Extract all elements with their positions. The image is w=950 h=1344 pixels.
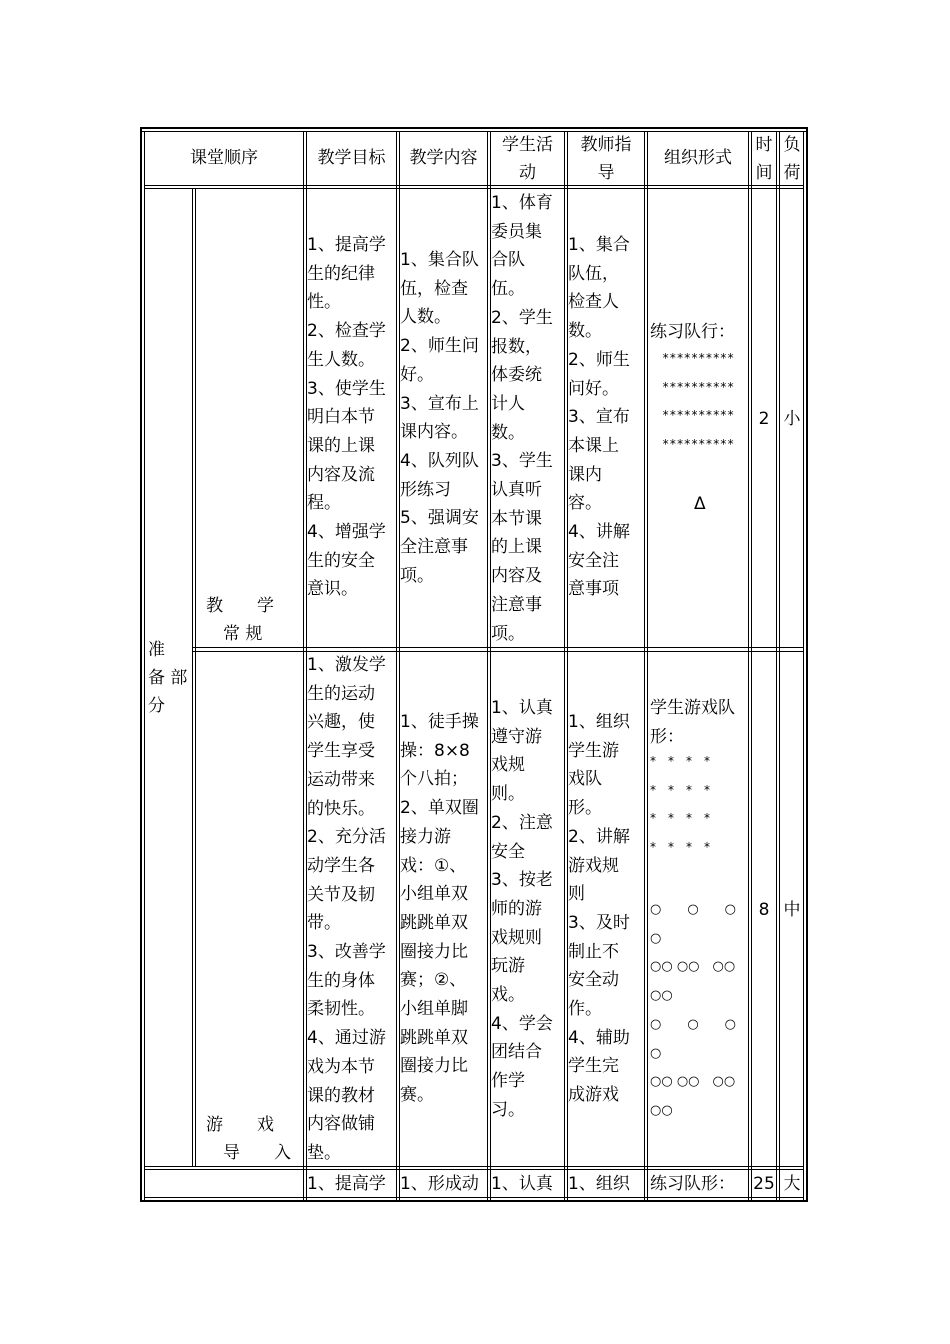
row2-form-title: 学生游戏队 形：	[650, 698, 735, 747]
table-border	[192, 651, 804, 652]
table-border	[803, 131, 804, 1200]
table-border	[140, 131, 808, 132]
header-form: 组织形式	[664, 148, 732, 168]
table-border	[806, 127, 808, 1202]
row3-content: 1、形成动	[400, 1174, 479, 1194]
row1-form-stars: ********** ********** ********** **********	[662, 351, 735, 452]
table-border	[144, 188, 804, 189]
header-student: 学生活 动	[502, 135, 553, 183]
row1-load: 小	[783, 409, 801, 429]
row1-student-activity: 1、体育 委员集 合队 伍。 2、学生 报数， 体委统 计人 数。 3、学生 认真听 本节课 的上课 内容及 注意事 项。	[491, 193, 553, 644]
table-border	[779, 131, 780, 1200]
row3-form: 练习队形：	[650, 1174, 735, 1194]
row2-goal: 1、激发学 生的运动 兴趣，使 学生享受 运动带来 的快乐。 2、充分活 动学生各 关节及韧 带。 3、改善学 生的身体 柔韧性。 4、通过游 戏为本节 课的教材 内容做铺 垫。	[307, 655, 386, 1163]
row2-teacher-guidance: 1、组织 学生游 戏队 形。 2、讲解 游戏规 则 3、及时 制止不 安全动 作。 4、辅助 学生完 成游戏	[568, 712, 630, 1106]
row1-form-mark: Δ	[694, 494, 706, 514]
row1-time: 2	[758, 409, 770, 429]
row2-time: 8	[758, 900, 770, 920]
table-border	[748, 131, 749, 1200]
header-goal: 教学目标	[317, 148, 386, 168]
row1-teacher-guidance: 1、集合 队伍， 检查人 数。 2、师生 问好。 3、宣布 本课上 课内 容。 4、讲解 安全注 意事项	[568, 235, 630, 600]
row1-goal: 1、提高学 生的纪律 性。 2、检查学 生人数。 3、使学生 明白本节 课的上课 内容及流 程。 4、增强学 生的安全 意识。	[307, 235, 386, 600]
header-time: 时 间	[755, 135, 773, 183]
table-border	[140, 1200, 808, 1202]
row3-goal: 1、提高学	[307, 1174, 386, 1194]
table-border	[192, 188, 193, 1167]
table-border	[144, 131, 145, 1200]
row2-form-stars: * * * * * * * * * * * * * * * *	[650, 754, 711, 855]
table-border	[644, 131, 645, 1200]
row2-student-activity: 1、认真 遵守游 戏规 则。 2、注意 安全 3、按老 师的游 戏规则 玩游 戏。 4、学会 团结合 作学 习。	[491, 698, 553, 1120]
table-border	[564, 131, 565, 1200]
table-border	[647, 131, 648, 1200]
row2-load: 中	[783, 900, 801, 920]
table-border	[396, 131, 397, 1200]
table-border	[195, 188, 196, 1167]
header-teacher: 教师指 导	[580, 135, 632, 183]
header-order: 课堂顺序	[190, 148, 258, 168]
table-border	[776, 131, 777, 1200]
row1-content: 1、集合队 伍，检查 人数。 2、师生问 好。 3、宣布上 课内容。 4、队列队 形练习 5、强调安 全注意事 项。	[400, 250, 479, 586]
table-border	[144, 185, 804, 186]
row2-subcategory: 游 戏 导 入	[206, 1115, 291, 1163]
row3-time: 25	[753, 1174, 775, 1194]
row3-student-activity: 1、认真	[491, 1174, 553, 1194]
row1-form-title: 练习队行：	[650, 322, 735, 342]
row1-subcategory: 教 学 常 规	[206, 596, 274, 644]
table-border	[487, 131, 488, 1200]
section-prep-label: 准 备 部 分	[148, 640, 188, 716]
header-load: 负 荷	[783, 135, 801, 183]
table-border	[140, 127, 808, 129]
header-content: 教学内容	[409, 148, 478, 168]
table-border	[751, 131, 752, 1200]
row3-load: 大	[783, 1174, 801, 1194]
table-border	[303, 131, 304, 1200]
row2-content: 1、徒手操 操：8×8 个八拍； 2、单双圈 接力游 戏：①、 小组单双 跳跳单双 圈接力比 赛；②、 小组单脚 跳跳单双 圈接力比 赛。	[400, 712, 479, 1106]
row3-teacher-guidance: 1、组织	[568, 1174, 630, 1194]
row2-form-circles: ○ ○ ○ ○ ○○ ○○ ○○ ○○ ○ ○ ○ ○ ○○ ○○ ○○ ○○	[650, 902, 737, 1118]
table-border	[140, 127, 142, 1202]
